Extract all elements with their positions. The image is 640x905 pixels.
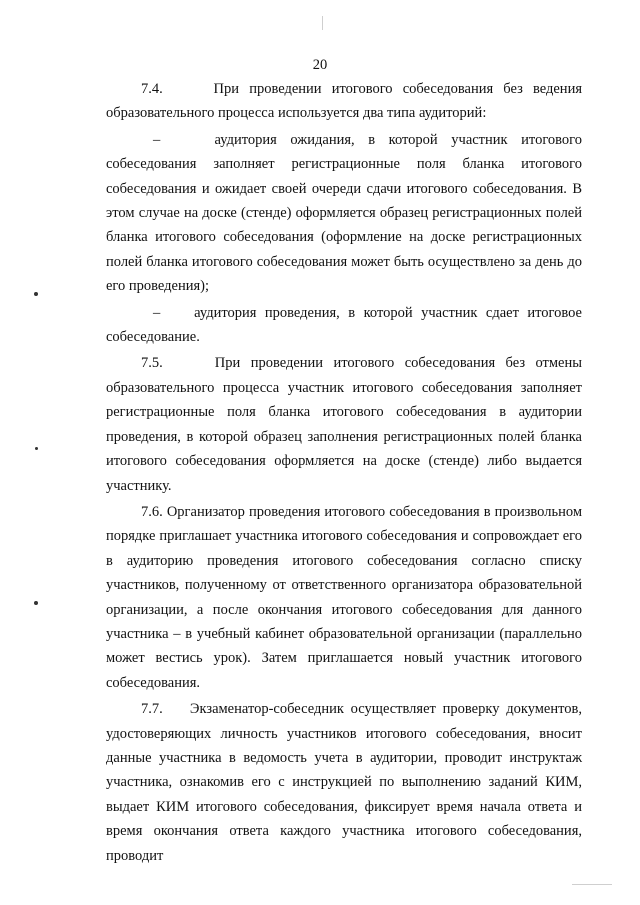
paragraph-7-5: 7.5. При проведении итогового собеседования без отмены образовательного процесса участник итогового собеседования заполняет регистрационные поля бланка итогового собеседования в аудитории проведения, в которой образец заполнения регистрационных полей бланка итогового собеседования оформляется на доске (стенде) либо выдается участнику. — [106, 355, 582, 494]
binding-hole-mark — [34, 601, 38, 605]
paragraph-7-7: 7.7. Экзаменатор-собеседник осуществляет проверку документов, удостоверяющих личность участников итогового собеседования, вносит данные участника в ведомость учета в аудитории, проводит инструктаж участника, ознакомив его с инструкцией по выполнению заданий КИМ, выдает КИМ итогового собеседования, фиксирует время начала ответа и время окончания ответа каждого участника итогового собеседования, проводит — [106, 701, 582, 864]
bullet-exam-room: – аудитория проведения, в которой участник сдает итоговое собеседование. — [106, 304, 582, 346]
scan-artifact — [322, 16, 323, 30]
page-number: 20 — [312, 57, 328, 73]
paragraph-7-4: 7.4. При проведении итогового собеседования без ведения образовательного процесса используется два типа аудиторий: — [106, 81, 582, 122]
paragraph-7-6: 7.6. Организатор проведения итогового собеседования в произвольном порядке приглашает участника итогового собеседования и сопровождает его в аудиторию проведения итогового собеседования согласно списку участников, полученному от ответственного организатора образовательной организации, а после окончания итогового собеседования для данного участника – в учебный кабинет образовательной организации (параллельно может вестись урок). Затем приглашается новый участник итогового собеседования. — [106, 503, 582, 691]
scan-artifact — [572, 884, 612, 885]
document-body — [106, 77, 582, 868]
binding-hole-mark — [35, 447, 38, 450]
bullet-waiting-room: – аудитория ожидания, в которой участник итогового собеседования заполняет регистрационные поля бланка итогового собеседования и ожидает своей очереди сдачи итогового собеседования. В этом случае на доске (стенде) оформляется образец регистрационных полей бланка итогового собеседования (оформление на доске регистрационных полей бланка итогового собеседования может быть осуществлено за день до его проведения); — [106, 131, 582, 295]
binding-hole-mark — [34, 292, 38, 296]
